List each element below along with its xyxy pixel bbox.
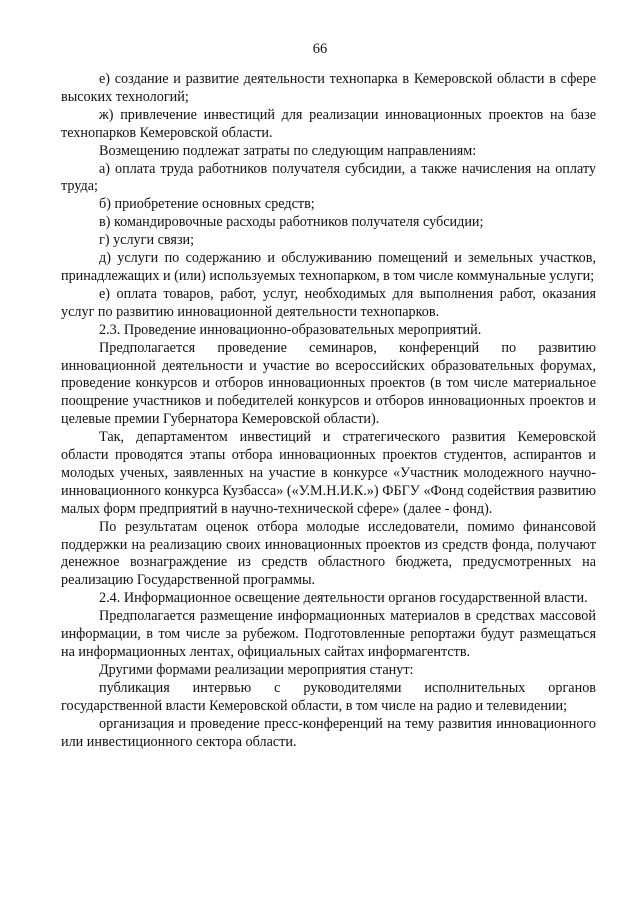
paragraph-interviews: публикация интервью с руководителями исполнительных органов государственной власти Кемеровской области, в том числе на радио и телевидении;: [61, 679, 596, 714]
paragraph-cost-b-fixed-assets: б) приобретение основных средств;: [99, 196, 315, 213]
paragraph-item-e-technopark: е) создание и развитие деятельности технопарка в Кемеровской области в сфере высоких технологий;: [61, 71, 596, 105]
paragraph-press-conferences: организация и проведение пресс-конференций на тему развития инновационного или инвестиционного сектора области.: [61, 715, 596, 750]
paragraph-umnik-contest: Так, департаментом инвестиций и стратегического развития Кемеровской области проводятся этапы отбора инновационных проектов студентов, аспирантов и молодых ученых, заявленных на участие в конкурсе «Участник молодежного научно-инновационного конкурса Кузбасса» («У.М.Н.И.К.») ФБГУ «Фонд содействия развитию малых форм предприятий в научно-технической сфере» (далее - фонд).: [61, 429, 596, 517]
paragraph-media-placement: Предполагается размещение информационных материалов в средствах массовой информации, в том числе за рубежом. Подготовленные репортажи будут размещаться на информационных лентах, официальных сайтах информагентств.: [61, 608, 596, 660]
paragraph-cost-g-communication: г) услуги связи;: [99, 232, 195, 249]
paragraph-cost-d-maintenance: д) услуги по содержанию и обслуживанию помещений и земельных участков, принадлежащих и (или) используемых технопарком, в том числе коммунальные услуги;: [61, 250, 596, 284]
paragraph-cost-v-travel: в) командировочные расходы работников получателя субсидии;: [99, 214, 484, 231]
paragraph-researchers-reward: По результатам оценок отбора молодые исследователи, помимо финансовой поддержки на реализацию своих инновационных проектов из средств фонда, получают денежное вознаграждение из средств областного бюджета, предусмотренных на реализацию Государственной программы.: [61, 518, 596, 589]
paragraph-seminars: Предполагается проведение семинаров, конференций по развитию инновационной деятельности и участие во всероссийских образовательных форумах, проведение конкурсов и отборов инновационных проектов (в том числе материальное поощрение участников и победителей конкурсов и отборов инновационных проектов и целевые премии Губернатора Кемеровской области).: [61, 339, 596, 428]
paragraph-other-forms-intro: Другими формами реализации мероприятия станут:: [99, 661, 414, 678]
paragraph-item-zh-investments: ж) привлечение инвестиций для реализации инновационных проектов на базе технопарков Кемеровской области.: [61, 106, 596, 141]
document-body: [61, 71, 596, 751]
paragraph-cost-a-salary: а) оплата труда работников получателя субсидии, а также начисления на оплату труда;: [61, 160, 596, 195]
paragraph-costs-intro: Возмещению подлежат затраты по следующим направлениям:: [99, 142, 477, 159]
paragraph-cost-e-goods-services: е) оплата товаров, работ, услуг, необходимых для выполнения работ, оказания услуг по развитию инновационной деятельности технопарков.: [61, 285, 596, 320]
page-number: 66: [312, 41, 328, 57]
section-heading-2-4: 2.4. Информационное освещение деятельности органов государственной власти.: [99, 590, 588, 607]
section-heading-2-3: 2.3. Проведение инновационно-образовательных мероприятий.: [99, 321, 482, 338]
